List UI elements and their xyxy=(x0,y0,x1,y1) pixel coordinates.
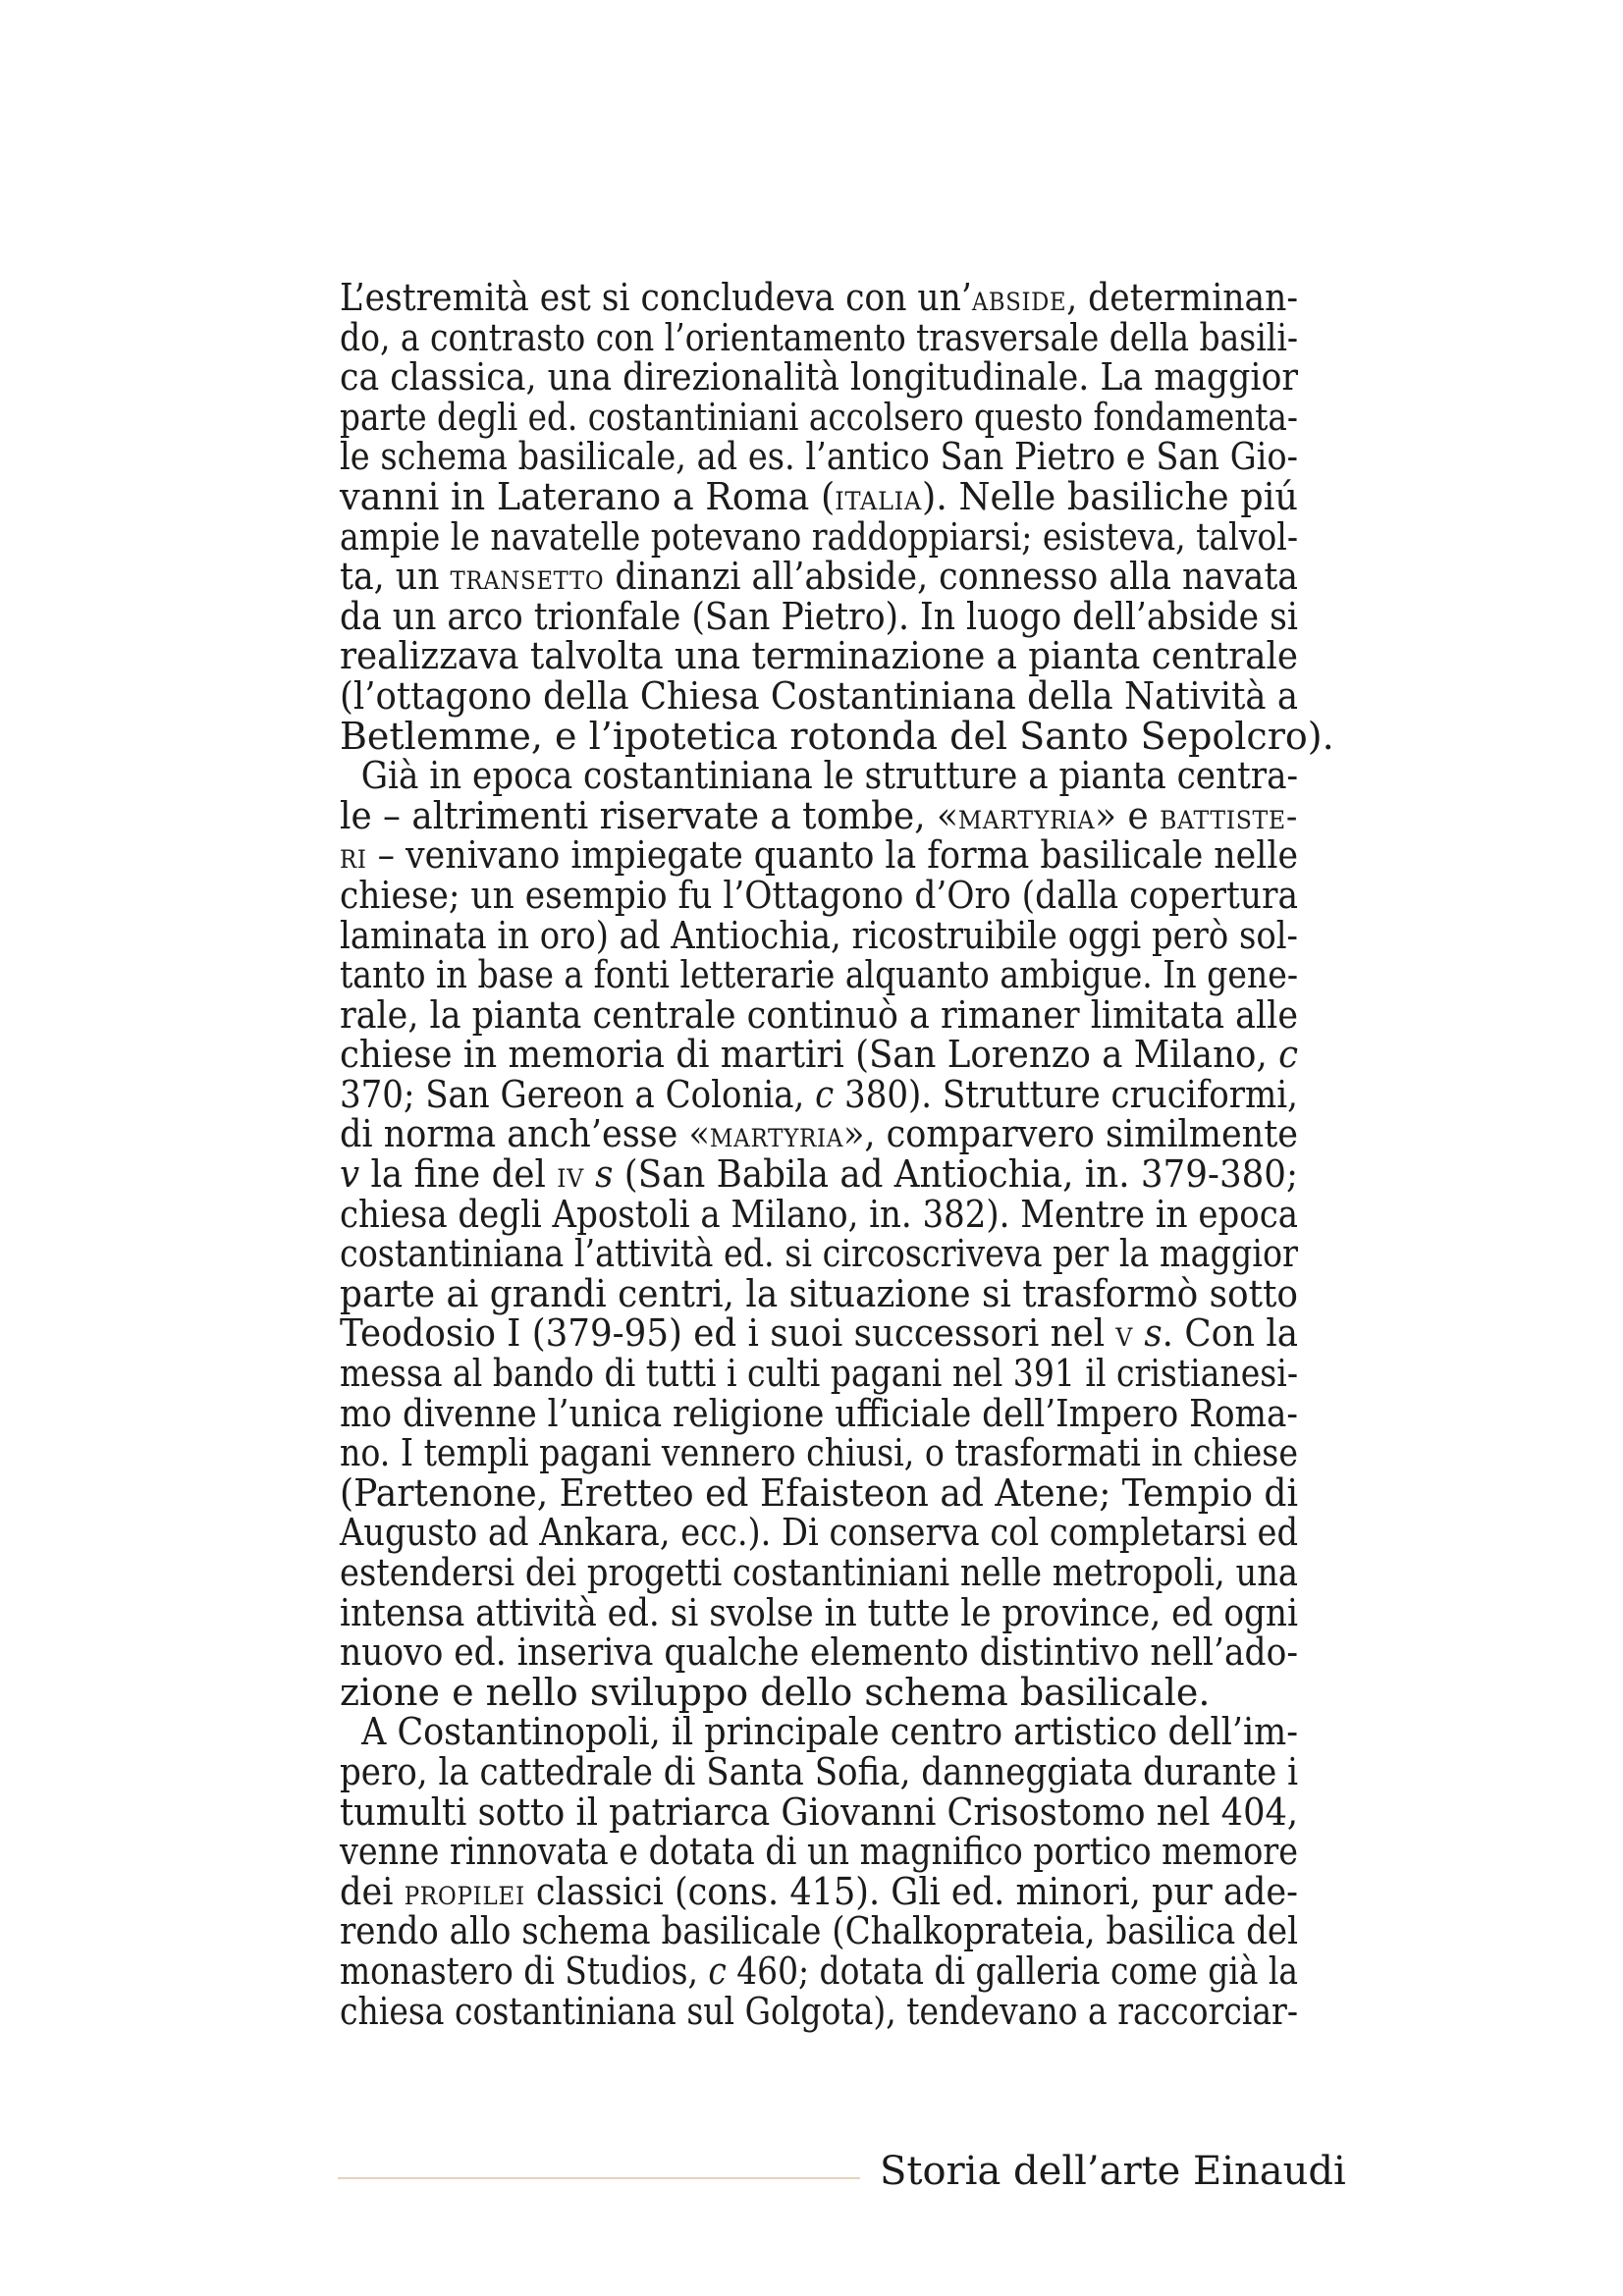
text-line: le schema basilicale, ad es. l’antico San Pietro e San Gio- xyxy=(340,435,1298,479)
text-line: Teodosio I (379-95) ed i suoi successori nel v s. Con la xyxy=(340,1311,1298,1356)
text-line: dei propilei classici (cons. 415). Gli ed. minori, pur ade- xyxy=(340,1869,1298,1913)
text-line: ta, un transetto dinanzi all’abside, connesso alla navata xyxy=(340,555,1298,599)
text-line: costantiniana l’attività ed. si circoscriveva per la maggior xyxy=(340,1232,1298,1276)
text-line: ampie le navatelle potevano raddoppiarsi; esisteva, talvol- xyxy=(340,514,1298,559)
text-line: do, a contrasto con l’orientamento trasversale della basili- xyxy=(340,315,1298,359)
text-line: mo divenne l’unica religione ufficiale dell’Impero Roma- xyxy=(340,1391,1298,1435)
text-line: Augusto ad Ankara, ecc.). Di conserva col completarsi ed xyxy=(340,1511,1298,1555)
text-line: v la fine del iv s (San Babila ad Antiochia, in. 379-380; xyxy=(340,1152,1298,1197)
body-text xyxy=(340,276,1334,2033)
text-line: rale, la pianta centrale continuò a rimaner limitata alle xyxy=(340,992,1298,1037)
text-line: le – altrimenti riservate a tombe, «martyria» e battiste- xyxy=(340,793,1298,837)
text-line: intensa attività ed. si svolse in tutte le province, ed ogni xyxy=(340,1590,1298,1634)
text-line: venne rinnovata e dotata di un magnifico portico memore xyxy=(340,1830,1298,1874)
text-line: chiesa degli Apostoli a Milano, in. 382). Mentre in epoca xyxy=(340,1192,1298,1236)
text-line: pero, la cattedrale di Santa Sofia, danneggiata durante i xyxy=(340,1749,1298,1793)
text-line: chiese; un esempio fu l’Ottagono d’Oro (dalla copertura xyxy=(340,873,1298,917)
text-line: tumulti sotto il patriarca Giovanni Crisostomo nel 404, xyxy=(340,1789,1298,1834)
text-line: nuovo ed. inseriva qualche elemento distintivo nell’ado- xyxy=(340,1630,1298,1675)
text-line: monastero di Studios, c 460; dotata di galleria come già la xyxy=(340,1949,1298,1993)
text-line: estendersi dei progetti costantiniani nelle metropoli, una xyxy=(340,1551,1298,1594)
text-line: di norma anch’esse «martyria», comparvero similmente xyxy=(340,1112,1298,1156)
text-line: da un arco trionfale (San Pietro). In luogo dell’abside si xyxy=(340,594,1298,638)
text-line: ri – venivano impiegate quanto la forma basilicale nelle xyxy=(340,833,1299,878)
text-line: chiesa costantiniana sul Golgota), tendevano a raccorciar- xyxy=(340,1989,1298,2033)
text-line: 370; San Gereon a Colonia, c 380). Strutture cruciformi, xyxy=(340,1072,1298,1116)
text-line: vanni in Laterano a Roma (italia). Nelle basiliche piú xyxy=(340,474,1298,518)
text-line: chiese in memoria di martiri (San Lorenzo a Milano, c xyxy=(340,1033,1298,1077)
text-line: A Costantinopoli, il principale centro artistico dell’im- xyxy=(340,1710,1298,1754)
text-line: no. I templi pagani vennero chiusi, o trasformati in chiese xyxy=(340,1431,1298,1475)
text-line: (Partenone, Eretteo ed Efaisteon ad Atene; Tempio di xyxy=(340,1470,1298,1515)
text-line: zione e nello sviluppo dello schema basilicale. xyxy=(340,1670,1211,1714)
text-line: ca classica, una direzionalità longitudinale. La maggior xyxy=(340,355,1298,400)
text-line: Già in epoca costantiniana le strutture a pianta centra- xyxy=(340,754,1298,798)
text-line: (l’ottagono della Chiesa Costantiniana della Natività a xyxy=(340,673,1298,718)
text-line: Betlemme, e l’ipotetica rotonda del Santo Sepolcro). xyxy=(340,714,1334,758)
text-line: laminata in oro) ad Antiochia, ricostruibile oggi però sol- xyxy=(340,913,1298,957)
text-line: realizzava talvolta una terminazione a pianta centrale xyxy=(340,634,1298,678)
text-line: L’estremità est si concludeva con un’abside, determinan- xyxy=(340,276,1298,319)
text-line: tanto in base a fonti letterarie alquanto ambigue. In gene- xyxy=(340,953,1298,997)
footer-rule xyxy=(338,2177,860,2179)
footer-title: Storia dell’arte Einaudi xyxy=(880,2149,1346,2194)
text-line: messa al bando di tutti i culti pagani nel 391 il cristianesi- xyxy=(340,1352,1298,1396)
text-line: parte ai grandi centri, la situazione si trasformò sotto xyxy=(340,1271,1298,1315)
text-line: rendo allo schema basilicale (Chalkoprateia, basilica del xyxy=(340,1909,1298,1953)
text-line: parte degli ed. costantiniani accolsero questo fondamenta- xyxy=(340,395,1298,439)
